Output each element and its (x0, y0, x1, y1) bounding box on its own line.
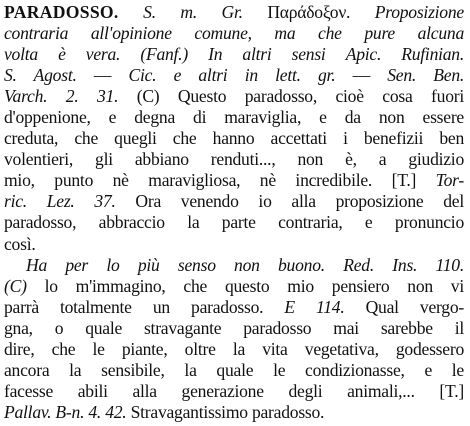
quotation: paradosso, abbraccio la parte contraria, e pronuncio (4, 212, 464, 233)
entry-line-13 (4, 255, 464, 276)
dash: — (352, 65, 370, 86)
entry-line-16 (4, 318, 464, 339)
quotation: facesse abili alla generazione degli animali,... [T.] (4, 380, 464, 401)
source-abbrev: S. Agost. (4, 65, 77, 86)
quotation: Ora venendo io alla proposizione del (135, 191, 464, 212)
source-abbrev: Sen. Ben. (387, 65, 465, 86)
source-abbrev: E 114. (284, 296, 345, 317)
quotation: ancora la sensibile, la quale le condizionasse, e le (4, 359, 464, 380)
dash: — (93, 65, 112, 86)
entry-line-2 (4, 23, 464, 44)
greek-term: Παράδοξον. (267, 2, 351, 22)
entry-line-8 (4, 149, 464, 170)
entry-line-4 (4, 65, 464, 86)
quotation: Stravagantissimo paradosso. (130, 401, 325, 422)
entry-line-15 (4, 297, 464, 318)
entry-line-3: volta è vera. (Fanf.) In altri sensi Apic. Rufinian. (4, 44, 464, 65)
entry-line-20 (4, 402, 464, 423)
entry-line-11 (4, 212, 464, 233)
source-abbrev: Red. Ins. 110. (343, 254, 465, 275)
entry-line-5: Varch. 2. 31. (C) Questo paradosso, cioè cosa fuori (4, 86, 464, 107)
entry-line-7 (4, 128, 464, 149)
source-abbrev: (Fanf.) (140, 44, 188, 65)
quotation: d'oppenione, e degna di maraviglia, e da non essere (4, 107, 464, 128)
grammar-info: S. m. Gr. (143, 2, 243, 22)
definition: Proposizione (374, 2, 464, 22)
quotation: così. (4, 233, 36, 254)
entry-line-9 (4, 170, 464, 191)
entry-line-18 (4, 360, 464, 381)
entry-line-19 (4, 381, 464, 402)
source-abbrev: Varch. 2. 31. (4, 86, 119, 107)
quotation: gna, o quale stravagante paradosso mai sarebbe il (4, 317, 464, 338)
entry-line-12 (4, 234, 464, 255)
quotation: Qual vergo- (344, 296, 464, 317)
source-abbrev: Tor- (435, 170, 464, 191)
source-abbrev: ric. Lez. 37. (4, 191, 116, 212)
entry-headword: PARADOSSO. (4, 2, 119, 22)
source-abbrev: Cic. e altri in lett. gr. (128, 65, 336, 86)
quotation: creduta, che quegli che hanno accettati i benefizii ben (4, 128, 464, 149)
entry-line-17 (4, 339, 464, 360)
entry-line-10 (4, 191, 464, 212)
source-abbrev: (C) (4, 275, 27, 296)
entry-line-1 (4, 2, 464, 23)
entry-line-14 (4, 276, 464, 297)
entry-line-6 (4, 107, 464, 128)
source-abbrev: Pallav. B‑n. 4. 42. (4, 401, 127, 422)
source-abbrev: Apic. Rufinian. (345, 44, 464, 65)
sense-note: Ha per lo più senso non buono. (26, 254, 325, 275)
quotation: parrà totalmente un paradosso. (4, 296, 264, 317)
quotation: volentieri, gli abbiano renduti..., non è, a giudizio (4, 149, 464, 170)
quotation: mio, punto nè maravigliosa, nè incredibile. [T.] (4, 170, 417, 191)
definition: contraria all'opinione comune, ma che pure alcuna (4, 23, 464, 44)
quotation: lo m'immagino, che questo mio pensiero non vi (26, 275, 464, 296)
quotation: Questo paradosso, cioè cosa fuori (177, 86, 464, 107)
quotation: dire, che le piante, oltre la vita vegetativa, godessero (4, 338, 464, 359)
